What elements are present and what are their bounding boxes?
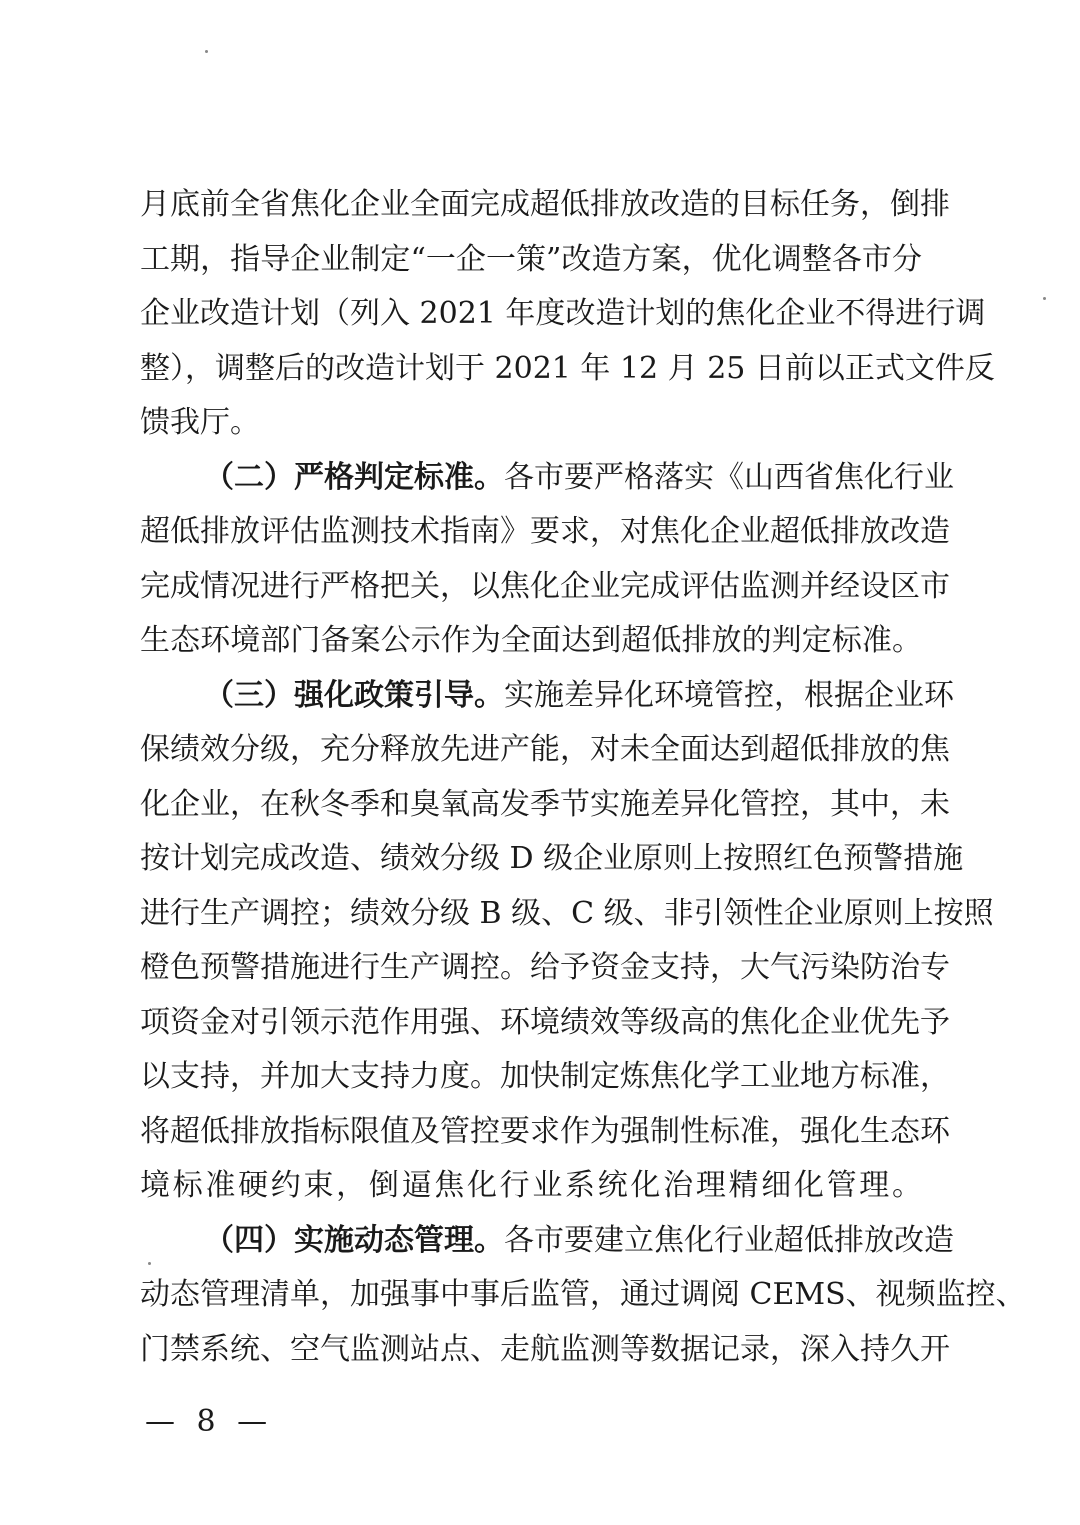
body-text-line [140, 567, 950, 607]
body-text-line [140, 1330, 950, 1370]
line-text: 进行生产调控；绩效分级 B 级、C 级、非引领性企业原则上按照 [140, 895, 994, 931]
line-text: 将超低排放指标限值及管控要求作为强制性标准，强化生态环 [140, 1113, 950, 1149]
line-text: 整），调整后的改造计划于 2021 年 12 月 25 日前以正式文件反 [140, 350, 995, 386]
line-text: 各市要建立焦化行业超低排放改造 [504, 1222, 954, 1258]
line-text: 按计划完成改造、绩效分级 D 级企业原则上按照红色预警措施 [140, 841, 964, 876]
body-text-line [140, 294, 986, 334]
body-text-line [140, 185, 950, 225]
line-text: 馈我厅。 [140, 405, 260, 440]
line-text: 实施差异化环境管控，根据企业环 [504, 677, 954, 713]
scan-speck [1043, 297, 1046, 300]
body-text-line [140, 621, 922, 661]
line-text: 完成情况进行严格把关，以焦化企业完成评估监测并经设区市 [140, 568, 950, 604]
section-heading-line [140, 1221, 954, 1261]
line-text: 月底前全省焦化企业全面完成超低排放改造的目标任务，倒排 [140, 187, 950, 222]
line-text: 橙色预警措施进行生产调控。给予资金支持，大气污染防治专 [140, 950, 950, 985]
line-text: 企业改造计划（列入 2021 年度改造计划的焦化企业不得进行调 [140, 296, 986, 331]
line-text: 超低排放评估监测技术指南》要求，对焦化企业超低排放改造 [140, 514, 950, 549]
section-heading-line [140, 676, 954, 716]
section-heading: （三）强化政策引导。 [204, 677, 504, 713]
body-text-line [140, 240, 922, 280]
section-heading-line [140, 458, 954, 498]
body-text-line [140, 839, 964, 879]
line-text: 各市要严格落实《山西省焦化行业 [504, 459, 954, 495]
line-text: 保绩效分级，充分释放先进产能，对未全面达到超低排放的焦 [140, 732, 950, 767]
scan-speck [205, 50, 208, 53]
body-text-line [140, 1166, 922, 1206]
line-text: 动态管理清单，加强事中事后监管，通过调阅 CEMS、视频监控、 [140, 1277, 1026, 1312]
scan-speck [148, 1262, 151, 1265]
body-text-line [140, 1112, 950, 1152]
body-text-line [140, 349, 995, 389]
line-text: 门禁系统、空气监测站点、走航监测等数据记录，深入持久开 [140, 1331, 950, 1367]
section-heading: （四）实施动态管理。 [204, 1222, 504, 1258]
body-text-line [140, 730, 950, 770]
body-text-line [140, 1057, 950, 1097]
line-text: 项资金对引领示范作用强、环境绩效等级高的焦化企业优先予 [140, 1004, 950, 1040]
body-text-line [140, 512, 950, 552]
body-text-line [140, 403, 922, 443]
body-text-line [140, 894, 994, 934]
section-heading: （二）严格判定标准。 [204, 459, 504, 495]
body-text-line [140, 1275, 1026, 1315]
body-text-line [140, 1003, 950, 1043]
body-text-line [140, 948, 950, 988]
line-text: 境标准硬约束，倒逼焦化行业系统化治理精细化管理。 [140, 1168, 922, 1203]
line-text: 以支持，并加大支持力度。加快制定炼焦化学工业地方标准， [140, 1059, 950, 1094]
line-text: 化企业，在秋冬季和臭氧高发季节实施差异化管控，其中，未 [140, 786, 950, 822]
line-text: 工期，指导企业制定“一企一策”改造方案，优化调整各市分 [140, 241, 922, 277]
line-text: 生态环境部门备案公示作为全面达到超低排放的判定标准。 [140, 623, 922, 658]
body-text-line [140, 785, 950, 825]
page-number: — 8 — [145, 1404, 274, 1439]
